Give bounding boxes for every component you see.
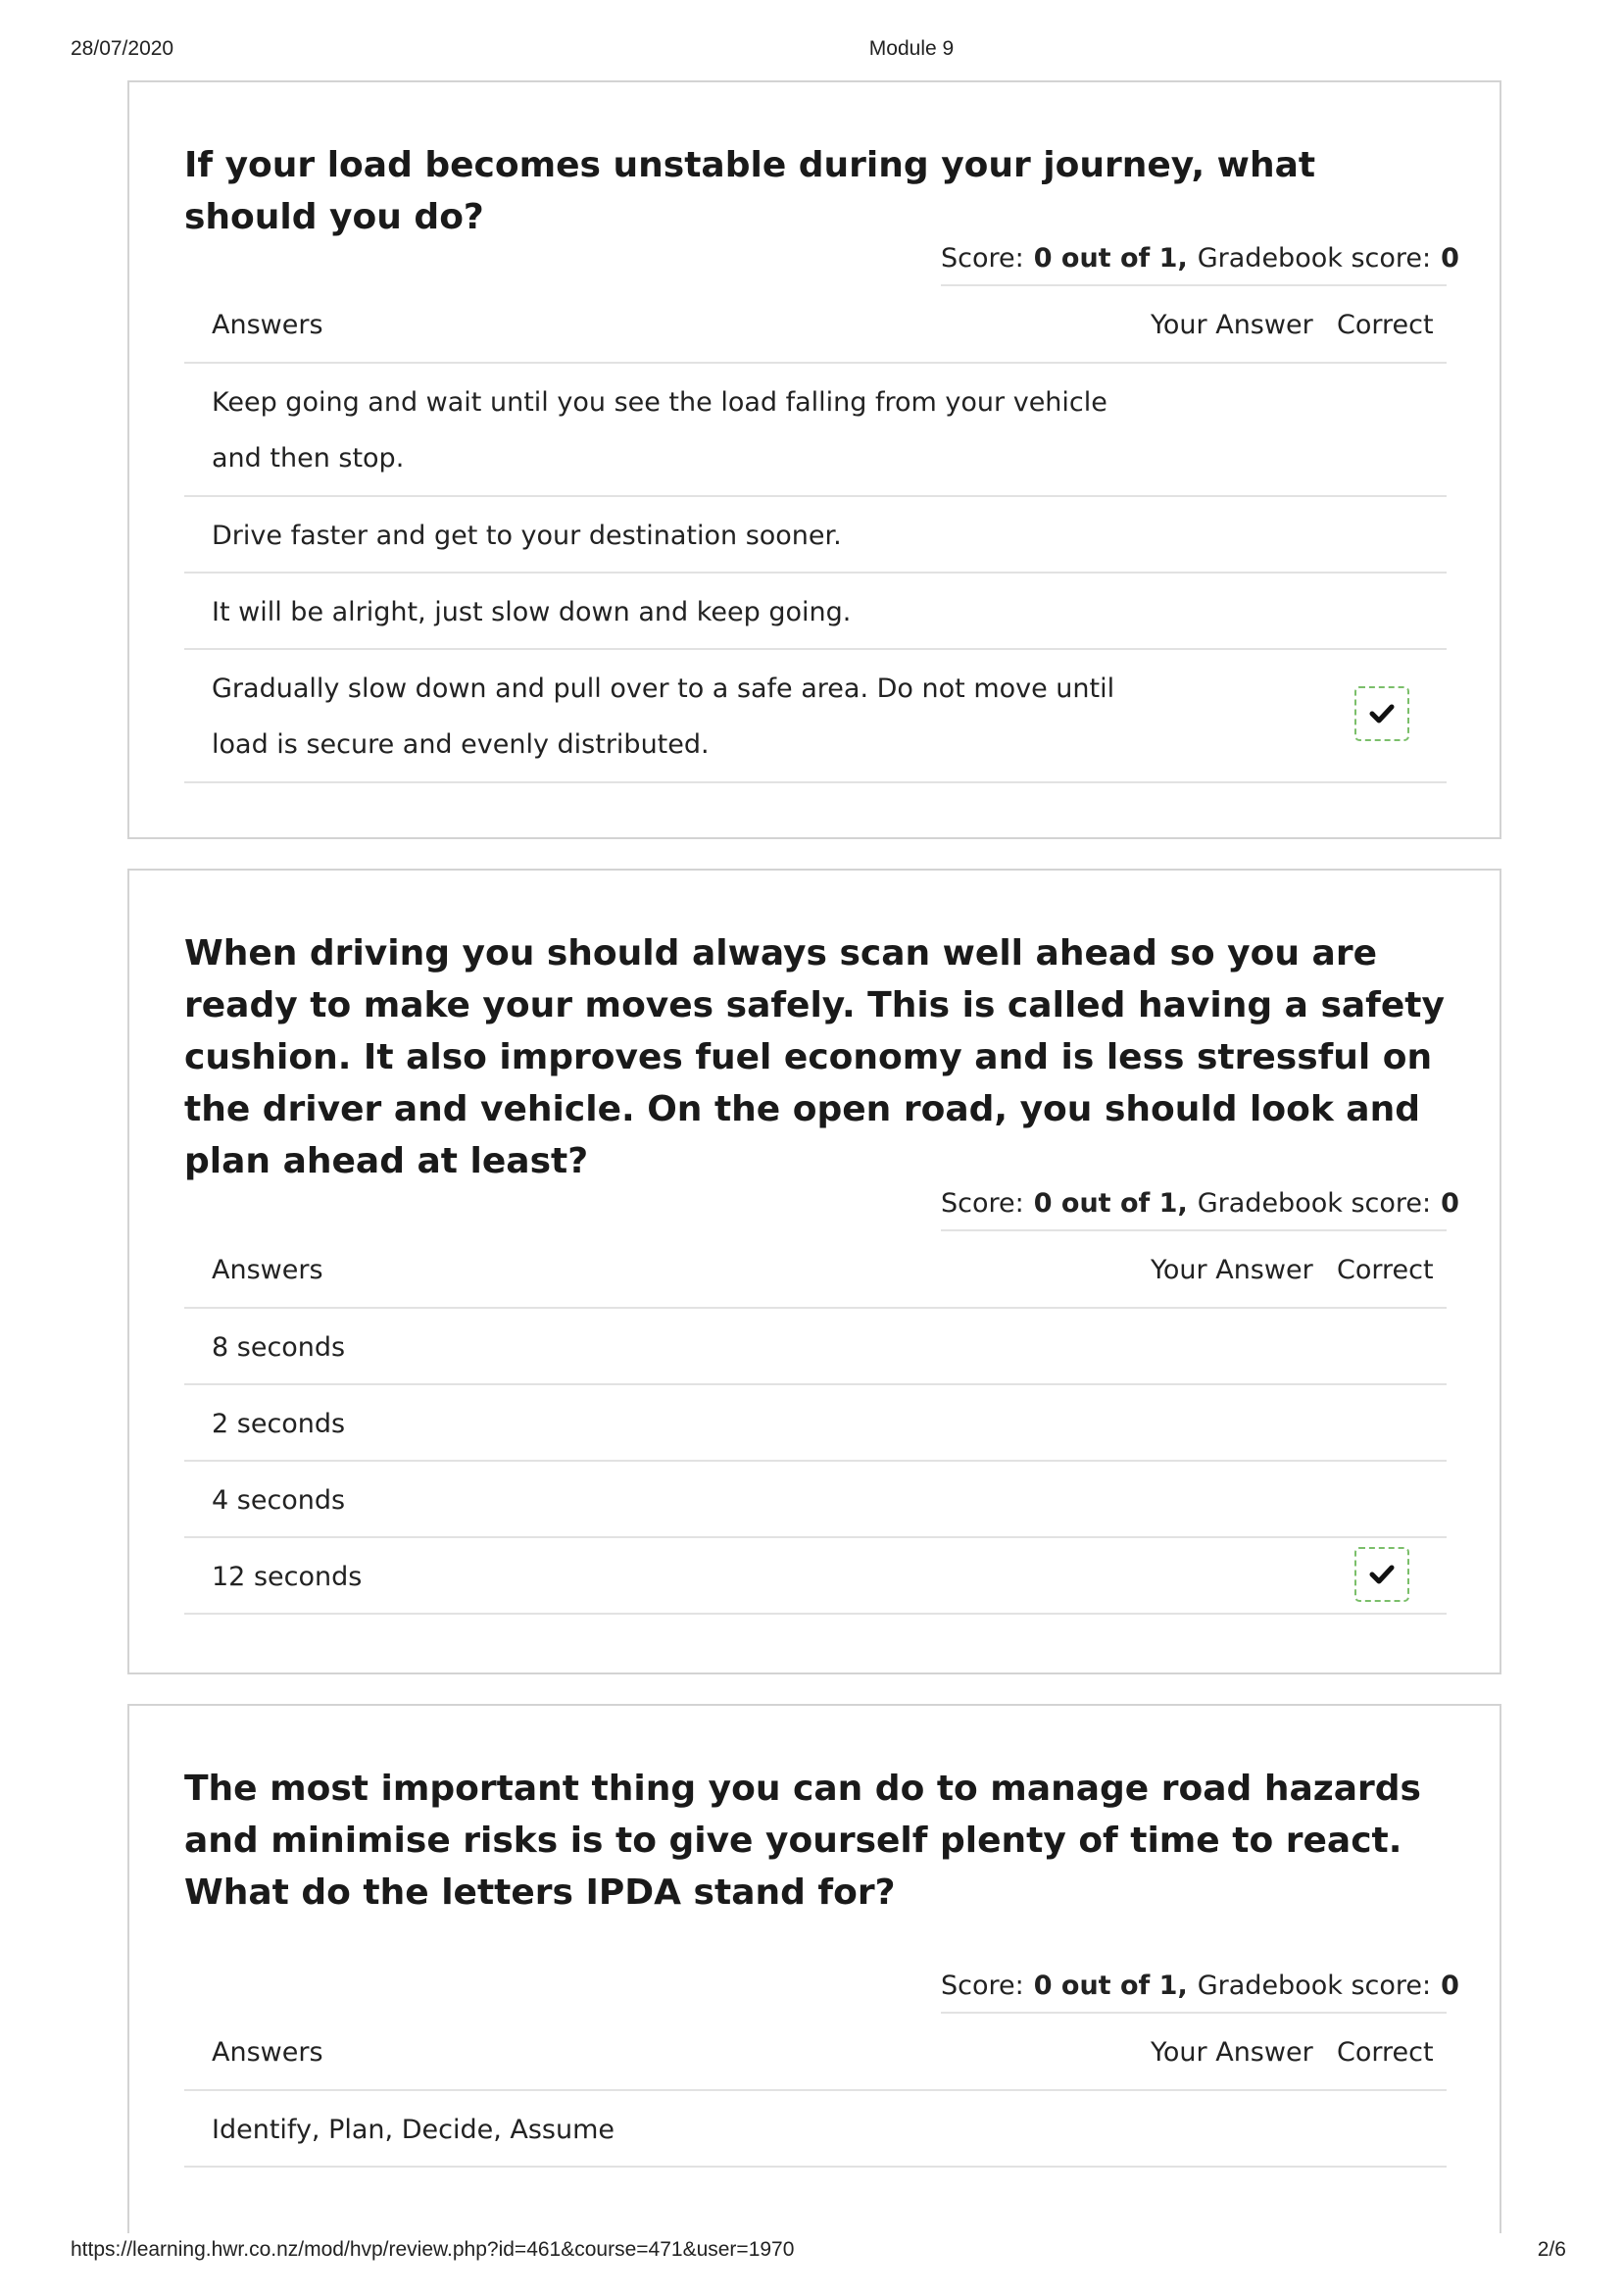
question-card (127, 869, 1501, 1674)
gradebook-value: 0 (1441, 1971, 1459, 2001)
answers-table (184, 288, 1447, 783)
gradebook-value: 0 (1441, 1188, 1459, 1219)
print-footer (0, 2238, 1623, 2277)
question-text: The most important thing you can do to manage road hazards and minimise risks is to give yourself plenty of time to react. What do the letters IPDA stand for? (184, 1769, 1421, 1913)
answers-table-header (184, 2016, 1447, 2091)
header-your-answer: Your Answer (1151, 310, 1313, 340)
answer-row (184, 574, 1447, 650)
gradebook-label: Gradebook score: (1197, 243, 1432, 274)
check-icon (1369, 702, 1395, 725)
score-line (941, 1959, 1459, 2014)
question-card (127, 1704, 1501, 2233)
question-card (127, 80, 1501, 839)
print-header (0, 37, 1623, 76)
gradebook-label: Gradebook score: (1197, 1188, 1432, 1219)
answers-table-header (184, 1233, 1447, 1309)
header-answers: Answers (212, 1255, 323, 1285)
score-line (941, 231, 1459, 286)
answer-row (184, 1462, 1447, 1538)
answer-row (184, 1309, 1447, 1385)
answers-table-header (184, 288, 1447, 364)
answer-text: 8 seconds (212, 1332, 346, 1363)
score-label: Score: (941, 1971, 1024, 2001)
page-number: 2/6 (1537, 2238, 1566, 2261)
answer-row (184, 497, 1447, 574)
answer-row (184, 1538, 1447, 1615)
answer-text: It will be alright, just slow down and keep going. (212, 597, 852, 627)
gradebook-value: 0 (1441, 243, 1459, 274)
score-value: 0 out of 1, (1033, 243, 1188, 274)
answer-row (184, 1385, 1447, 1462)
score-label: Score: (941, 243, 1024, 274)
answer-text: Gradually slow down and pull over to a safe area. Do not move until load is secure and evenly distributed. (212, 674, 1115, 760)
answer-text: 12 seconds (212, 1562, 363, 1592)
question-text: If your load becomes unstable during your journey, what should you do? (184, 145, 1316, 237)
header-answers: Answers (212, 2037, 323, 2068)
answer-row (184, 650, 1447, 783)
header-correct: Correct (1337, 2037, 1434, 2068)
score-label: Score: (941, 1188, 1024, 1219)
header-answers: Answers (212, 310, 323, 340)
answer-text: Keep going and wait until you see the load falling from your vehicle and then stop. (212, 387, 1107, 474)
answers-table (184, 2016, 1447, 2168)
correct-answer-marker (1354, 686, 1409, 741)
question-text: When driving you should always scan well ahead so you are ready to make your moves safely. This is called having a safety cushion. It also improves fuel economy and is less stressful on the driver and vehicle. On the open road, you should look and plan ahead at least? (184, 933, 1445, 1181)
header-correct: Correct (1337, 1255, 1434, 1285)
score-value: 0 out of 1, (1033, 1971, 1188, 2001)
page-url: https://learning.hwr.co.nz/mod/hvp/review.php?id=461&course=471&user=1970 (71, 2238, 795, 2261)
score-line (941, 1176, 1459, 1231)
answer-text: Drive faster and get to your destination sooner. (212, 521, 842, 551)
print-date: 28/07/2020 (71, 37, 174, 60)
print-title: Module 9 (868, 37, 955, 60)
gradebook-label: Gradebook score: (1197, 1971, 1432, 2001)
answer-row (184, 364, 1447, 497)
header-your-answer: Your Answer (1151, 1255, 1313, 1285)
check-icon (1369, 1563, 1395, 1586)
answer-text: Identify, Plan, Decide, Assume (212, 2115, 615, 2145)
score-value: 0 out of 1, (1033, 1188, 1188, 1219)
header-correct: Correct (1337, 310, 1434, 340)
answers-table (184, 1233, 1447, 1615)
header-your-answer: Your Answer (1151, 2037, 1313, 2068)
answer-text: 2 seconds (212, 1409, 346, 1439)
answer-row (184, 2091, 1447, 2168)
answer-text: 4 seconds (212, 1485, 346, 1516)
correct-answer-marker (1354, 1547, 1409, 1602)
